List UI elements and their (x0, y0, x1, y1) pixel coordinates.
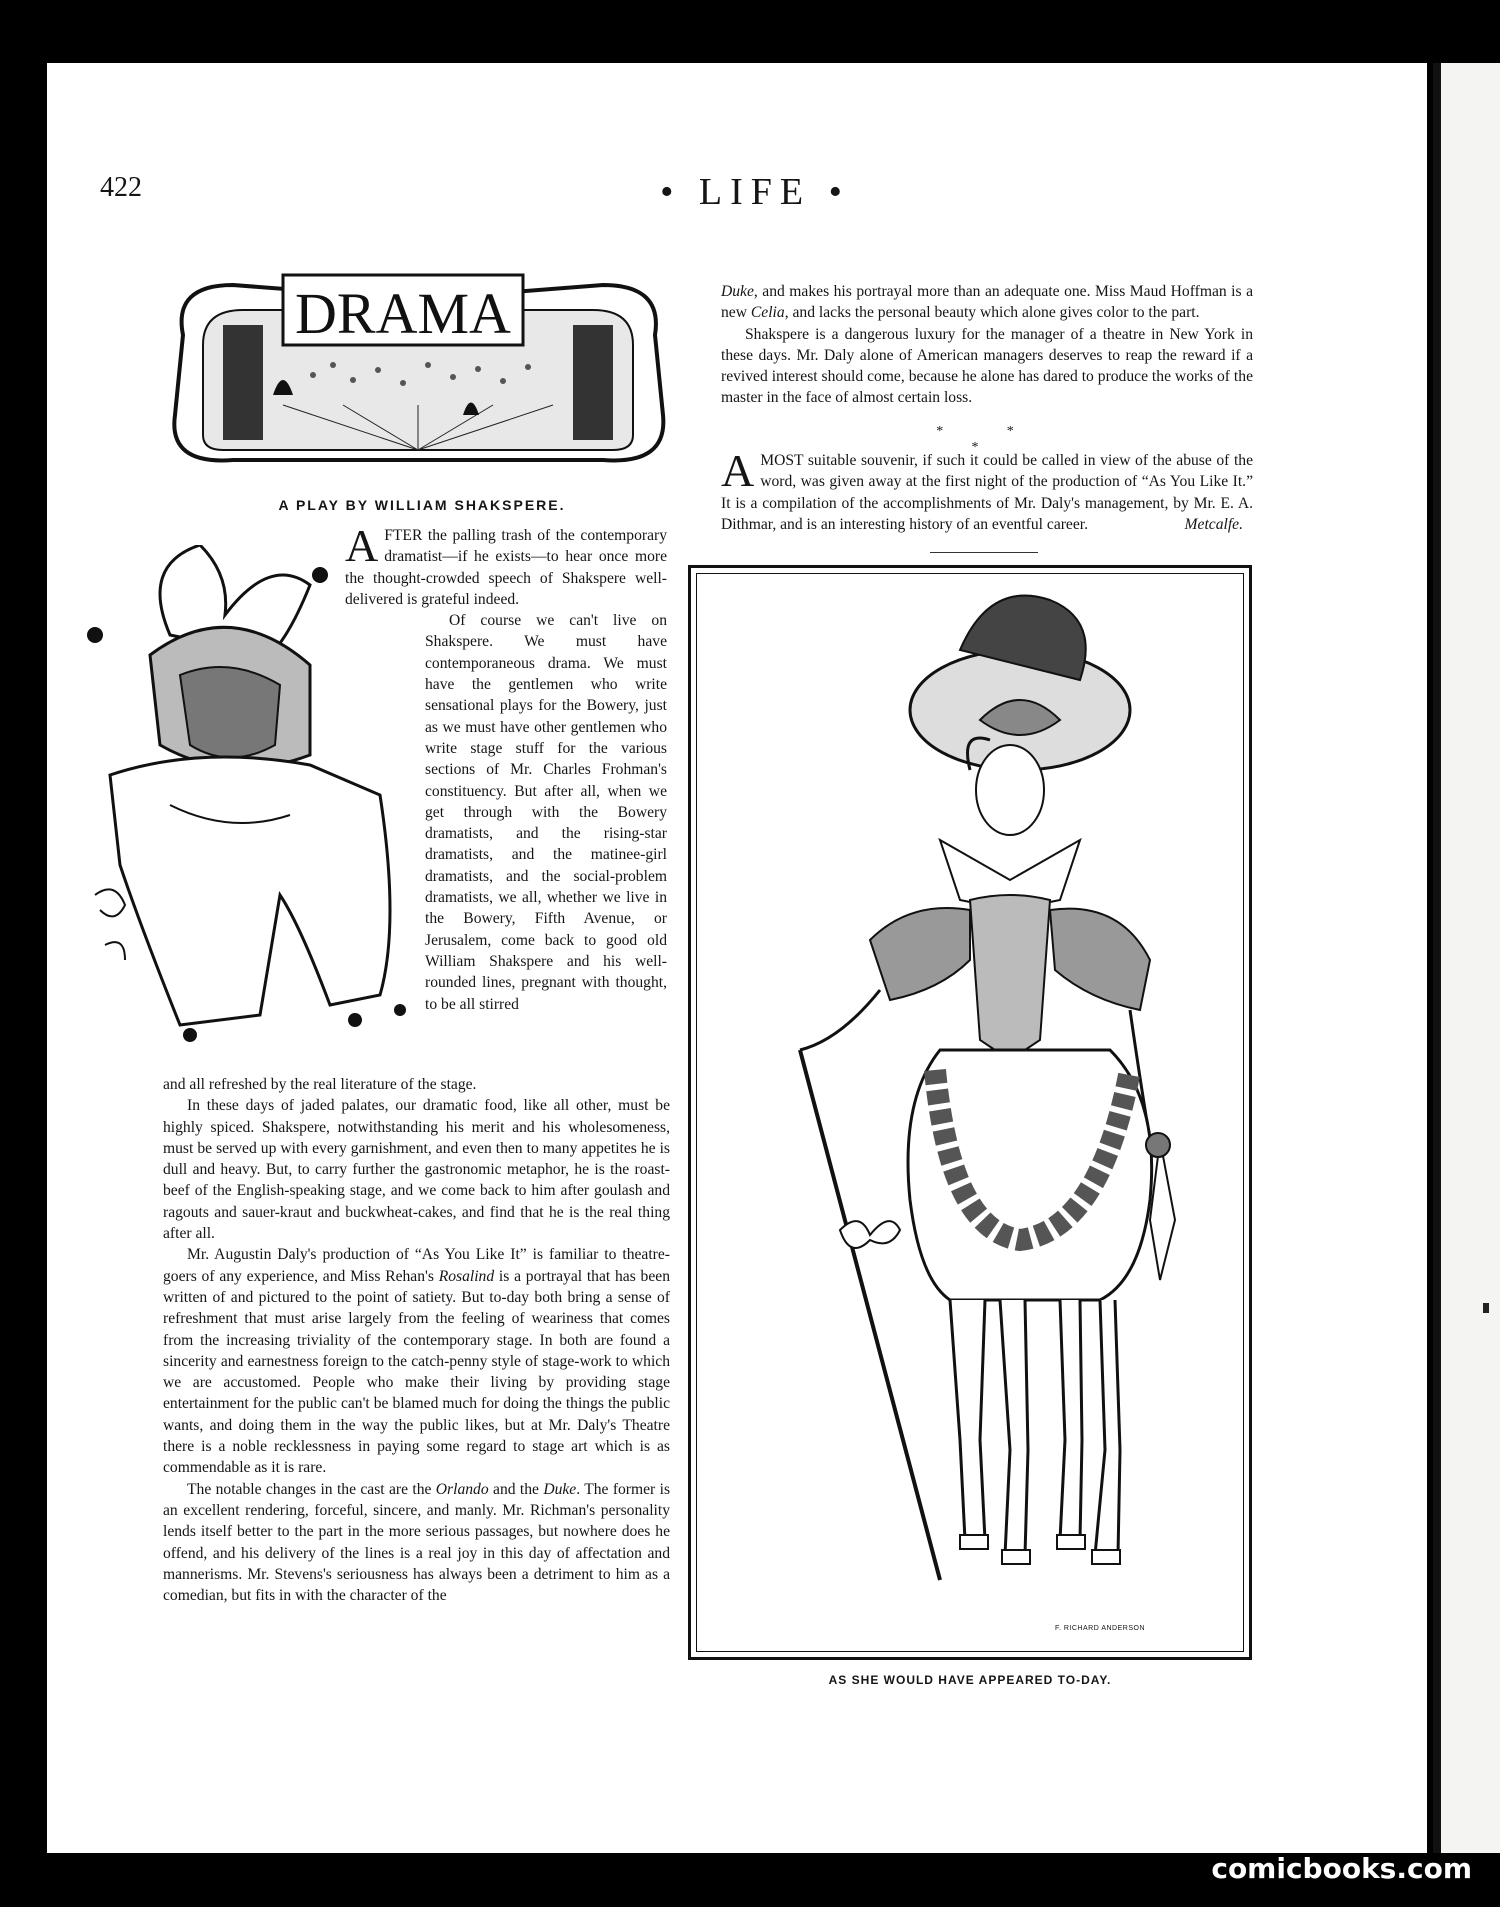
byline: Metcalfe. (1184, 516, 1243, 534)
facing-page-edge (1441, 63, 1500, 1853)
dropcap-a-2: A (721, 445, 755, 496)
col1-p5-em2: Duke (543, 1480, 577, 1498)
col1-p4 (163, 1244, 670, 1478)
dropcap-a: A (345, 520, 379, 571)
page-gutter (1433, 63, 1441, 1853)
col1-p5-c: . The former is an excellent rendering, forceful, sincere, and manly. Mr. Richman's personality lends itself better to the part in the more serious passages, but nowhere does he offend, and his delivery of the lines is a real joy in this day of affectation and mannerisms. Mr. Stevens's seriousness has always been a detriment to him as a comedian, but fits in with the character of the (163, 1480, 671, 1605)
col1-p5 (163, 1479, 670, 1607)
page-number: 422 (100, 172, 142, 203)
col2-p1-a: , and makes his portrayal more than an adequate one. Miss Maud Hoffman is a new (721, 283, 1253, 322)
article-title: A PLAY BY WILLIAM SHAKSPERE. (278, 497, 566, 513)
col1-p4-em: Rosalind (438, 1267, 495, 1285)
col1-main-block (163, 1074, 670, 1606)
col2-p3: MOST suitable souvenir, if such it could be called in view of the abuse of the word, was given away at the first night of the production of “As You Like It.” It is a compilation of the accomplishments of Mr. Daly's management, by Mr. E. A. Dithmar, and is an interesting history of an eventful career. (721, 452, 1253, 533)
col2-p1-em1: Duke (721, 283, 754, 300)
col2-p1-em2: Celia (750, 304, 785, 322)
section-rule (930, 552, 1038, 553)
col1-p2-end: and all refreshed by the real literature of the stage. (163, 1076, 477, 1093)
col1-p5-b: and the (488, 1480, 544, 1498)
col2-block-2 (721, 445, 1253, 535)
illustration-caption: AS SHE WOULD HAVE APPEARED TO-DAY. (828, 1673, 1112, 1687)
illustrator-signature: F. RICHARD ANDERSON (1055, 1625, 1146, 1632)
col1-p5-a: The notable changes in the cast are the (187, 1480, 436, 1498)
masthead: • LIFE • (660, 171, 850, 213)
col1-p2: Of course we can't live on Shakspere. We must have contemporaneous drama. We must have the gentlemen who write sensational plays for the Bowery, just as we must have other gentlemen who write stage stuff for the various sections of Mr. Charles Frohman's constituency. But after all, when we get through with the Bowery dramatists, and the rising-star dramatists, and the matinee-girl dramatists, and the social-problem dramatists, we all, whether we live in the Bowery, Fifth Avenue, or Jerusalem, come back to good old William Shakspere and his well-rounded lines, pregnant with thought, to be all stirred (425, 612, 667, 1013)
section-stars: * * * (936, 424, 1044, 455)
col1-p3: In these days of jaded palates, our dramatic food, like all other, must be highly spiced. Shakspere, notwithstanding his merit and his wholesomeness, must be served up with every garnishment, and even then to many appetites he is dull and heavy. But, to carry further the gastronomic metaphor, he is the roast-beef of the English-speaking stage, and we come back to him after goulash and ragouts and sauer-kraut and buckwheat-cakes, and find that he is the real thing after all. (163, 1097, 670, 1243)
site-watermark: comicbooks.com (1211, 1852, 1472, 1885)
banner-title: DRAMA (295, 281, 511, 346)
col1-p5-em1: Orlando (435, 1480, 489, 1498)
col2-p1 (721, 281, 1253, 324)
col2-block (721, 281, 1253, 409)
col1-wrap-block (345, 520, 667, 1100)
drama-banner-illustration (163, 265, 675, 475)
col1-p4-b: is a portrayal that has been written of and pictured to the point of satiety. But to-day both bring a sense of refreshment that must arise largely from the feeling of weariness that comes from the increasing triviality of the contemporary stage. In both are found a sincerity and earnestness foreign to the catch-penny style of stage-work to which we are accustomed. People who make their living by providing stage entertainment for the public can't be blamed much for doing the things the public wants, and doing them in the way the public likes, but at Mr. Daly's Theatre there is a noble recklessness in paying some regard to stage art which is as commendable as it is rare. (163, 1267, 670, 1477)
col1-p1: FTER the palling trash of the contemporary dramatist—if he exists—to hear once more the thought-crowded speech of Shakspere well-delivered is grateful indeed. (345, 527, 667, 608)
centaur-lady-illustration (720, 580, 1220, 1620)
col1-p4-a: Mr. Augustin Daly's production of “As You Like It” is familiar to theatre-goers of any experience, and Miss Rehan's (163, 1246, 670, 1285)
col2-p2: Shakspere is a dangerous luxury for the manager of a theatre in New York in these days. Mr. Daly alone of American managers deserves to reap the reward if a revived interest should come, because he alone has dared to produce the works of the master in the face of almost certain loss. (721, 325, 1253, 407)
col2-p1-b: , and lacks the personal beauty which alone gives color to the part. (784, 304, 1200, 322)
